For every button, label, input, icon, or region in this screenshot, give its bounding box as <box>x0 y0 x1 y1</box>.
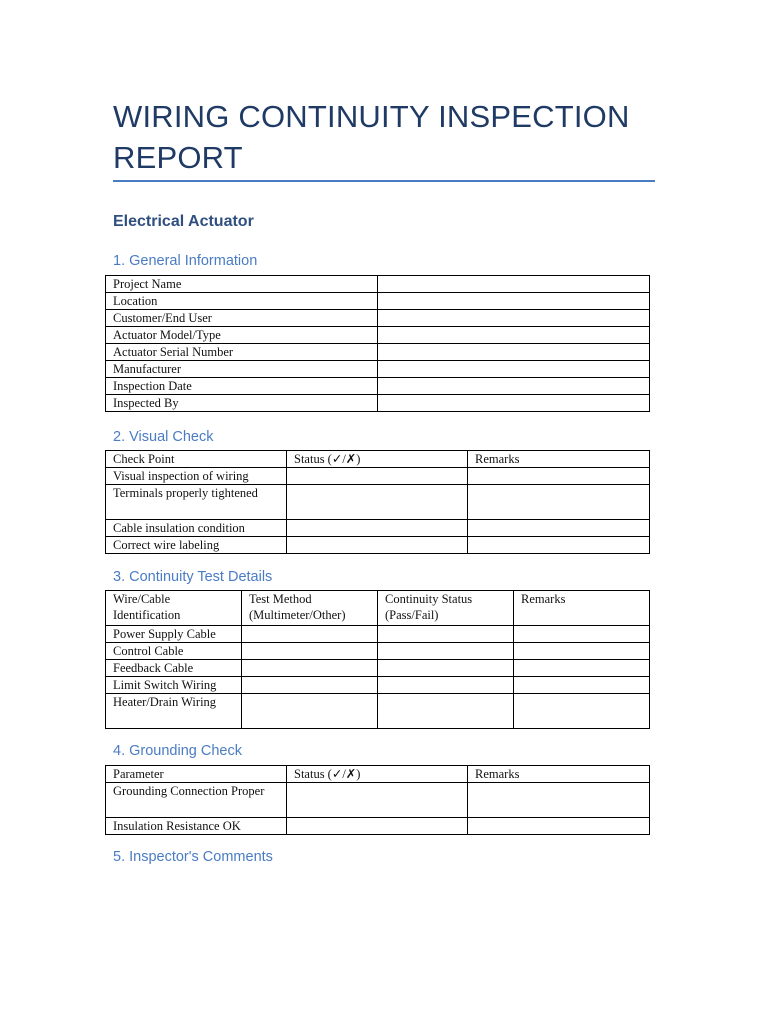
method-cell[interactable] <box>242 660 378 677</box>
status-cell[interactable] <box>287 783 468 818</box>
table-header-row <box>106 451 650 468</box>
status-cell[interactable] <box>378 677 514 694</box>
status-cell[interactable] <box>378 660 514 677</box>
table-header-row <box>106 591 650 626</box>
document-title: WIRING CONTINUITY INSPECTION REPORT <box>113 99 630 175</box>
table-row <box>106 643 650 660</box>
table-row <box>106 468 650 485</box>
status-cell[interactable] <box>378 626 514 643</box>
status-cell[interactable] <box>287 818 468 835</box>
remarks-cell[interactable] <box>468 468 650 485</box>
field-value[interactable] <box>378 361 650 378</box>
column-header: Test Method (Multimeter/Other) <box>242 591 378 626</box>
field-label: Customer/End User <box>106 310 378 327</box>
table-cell: Insulation Resistance OK <box>106 818 287 835</box>
method-cell[interactable] <box>242 626 378 643</box>
table-cell: Visual inspection of wiring <box>106 468 287 485</box>
field-value[interactable] <box>378 276 650 293</box>
field-value[interactable] <box>378 310 650 327</box>
section-heading-comments: 5. Inspector's Comments <box>113 849 273 865</box>
field-label: Inspection Date <box>106 378 378 395</box>
field-value[interactable] <box>378 395 650 412</box>
field-label: Actuator Serial Number <box>106 344 378 361</box>
field-label: Location <box>106 293 378 310</box>
column-header: Wire/Cable Identification <box>106 591 242 626</box>
table-cell: Cable insulation condition <box>106 520 287 537</box>
field-value[interactable] <box>378 344 650 361</box>
table-row <box>106 361 650 378</box>
method-cell[interactable] <box>242 694 378 729</box>
field-label: Actuator Model/Type <box>106 327 378 344</box>
remarks-cell[interactable] <box>514 643 650 660</box>
field-label: Manufacturer <box>106 361 378 378</box>
remarks-cell[interactable] <box>468 485 650 520</box>
grounding-check-table <box>105 765 650 835</box>
status-cell[interactable] <box>378 643 514 660</box>
remarks-cell[interactable] <box>468 783 650 818</box>
table-row <box>106 276 650 293</box>
table-cell: Power Supply Cable <box>106 626 242 643</box>
continuity-test-table <box>105 590 650 729</box>
column-header: Parameter <box>106 766 287 783</box>
table-row <box>106 293 650 310</box>
remarks-cell[interactable] <box>468 520 650 537</box>
status-cell[interactable] <box>287 520 468 537</box>
column-header: Remarks <box>468 451 650 468</box>
status-cell[interactable] <box>378 694 514 729</box>
table-cell: Grounding Connection Proper <box>106 783 287 818</box>
table-row <box>106 344 650 361</box>
remarks-cell[interactable] <box>514 626 650 643</box>
table-row <box>106 626 650 643</box>
table-cell: Control Cable <box>106 643 242 660</box>
table-row <box>106 378 650 395</box>
table-row <box>106 783 650 818</box>
table-cell: Correct wire labeling <box>106 537 287 554</box>
remarks-cell[interactable] <box>514 660 650 677</box>
field-label: Project Name <box>106 276 378 293</box>
field-value[interactable] <box>378 293 650 310</box>
method-cell[interactable] <box>242 677 378 694</box>
remarks-cell[interactable] <box>514 694 650 729</box>
table-row <box>106 818 650 835</box>
table-header-row <box>106 766 650 783</box>
title-underline <box>113 180 655 182</box>
table-cell: Heater/Drain Wiring <box>106 694 242 729</box>
section-heading-grounding: 4. Grounding Check <box>113 743 242 759</box>
visual-check-table <box>105 450 650 554</box>
general-info-table <box>105 275 650 412</box>
table-row <box>106 677 650 694</box>
field-value[interactable] <box>378 378 650 395</box>
column-header: Continuity Status (Pass/Fail) <box>378 591 514 626</box>
table-cell: Feedback Cable <box>106 660 242 677</box>
status-cell[interactable] <box>287 485 468 520</box>
table-row <box>106 395 650 412</box>
document-subtitle: Electrical Actuator <box>113 213 254 230</box>
column-header: Remarks <box>468 766 650 783</box>
status-cell[interactable] <box>287 468 468 485</box>
table-row <box>106 694 650 729</box>
column-header: Remarks <box>514 591 650 626</box>
remarks-cell[interactable] <box>468 537 650 554</box>
remarks-cell[interactable] <box>468 818 650 835</box>
method-cell[interactable] <box>242 643 378 660</box>
column-header: Check Point <box>106 451 287 468</box>
table-cell: Limit Switch Wiring <box>106 677 242 694</box>
column-header: Status (✓/✗) <box>287 766 468 783</box>
field-value[interactable] <box>378 327 650 344</box>
table-row <box>106 537 650 554</box>
table-row <box>106 660 650 677</box>
table-row <box>106 310 650 327</box>
section-heading-continuity: 3. Continuity Test Details <box>113 569 273 585</box>
table-row <box>106 520 650 537</box>
table-row <box>106 485 650 520</box>
section-heading-general: 1. General Information <box>113 253 258 269</box>
field-label: Inspected By <box>106 395 378 412</box>
table-row <box>106 327 650 344</box>
column-header: Status (✓/✗) <box>287 451 468 468</box>
section-heading-visual: 2. Visual Check <box>113 429 214 445</box>
status-cell[interactable] <box>287 537 468 554</box>
remarks-cell[interactable] <box>514 677 650 694</box>
table-cell: Terminals properly tightened <box>106 485 287 520</box>
